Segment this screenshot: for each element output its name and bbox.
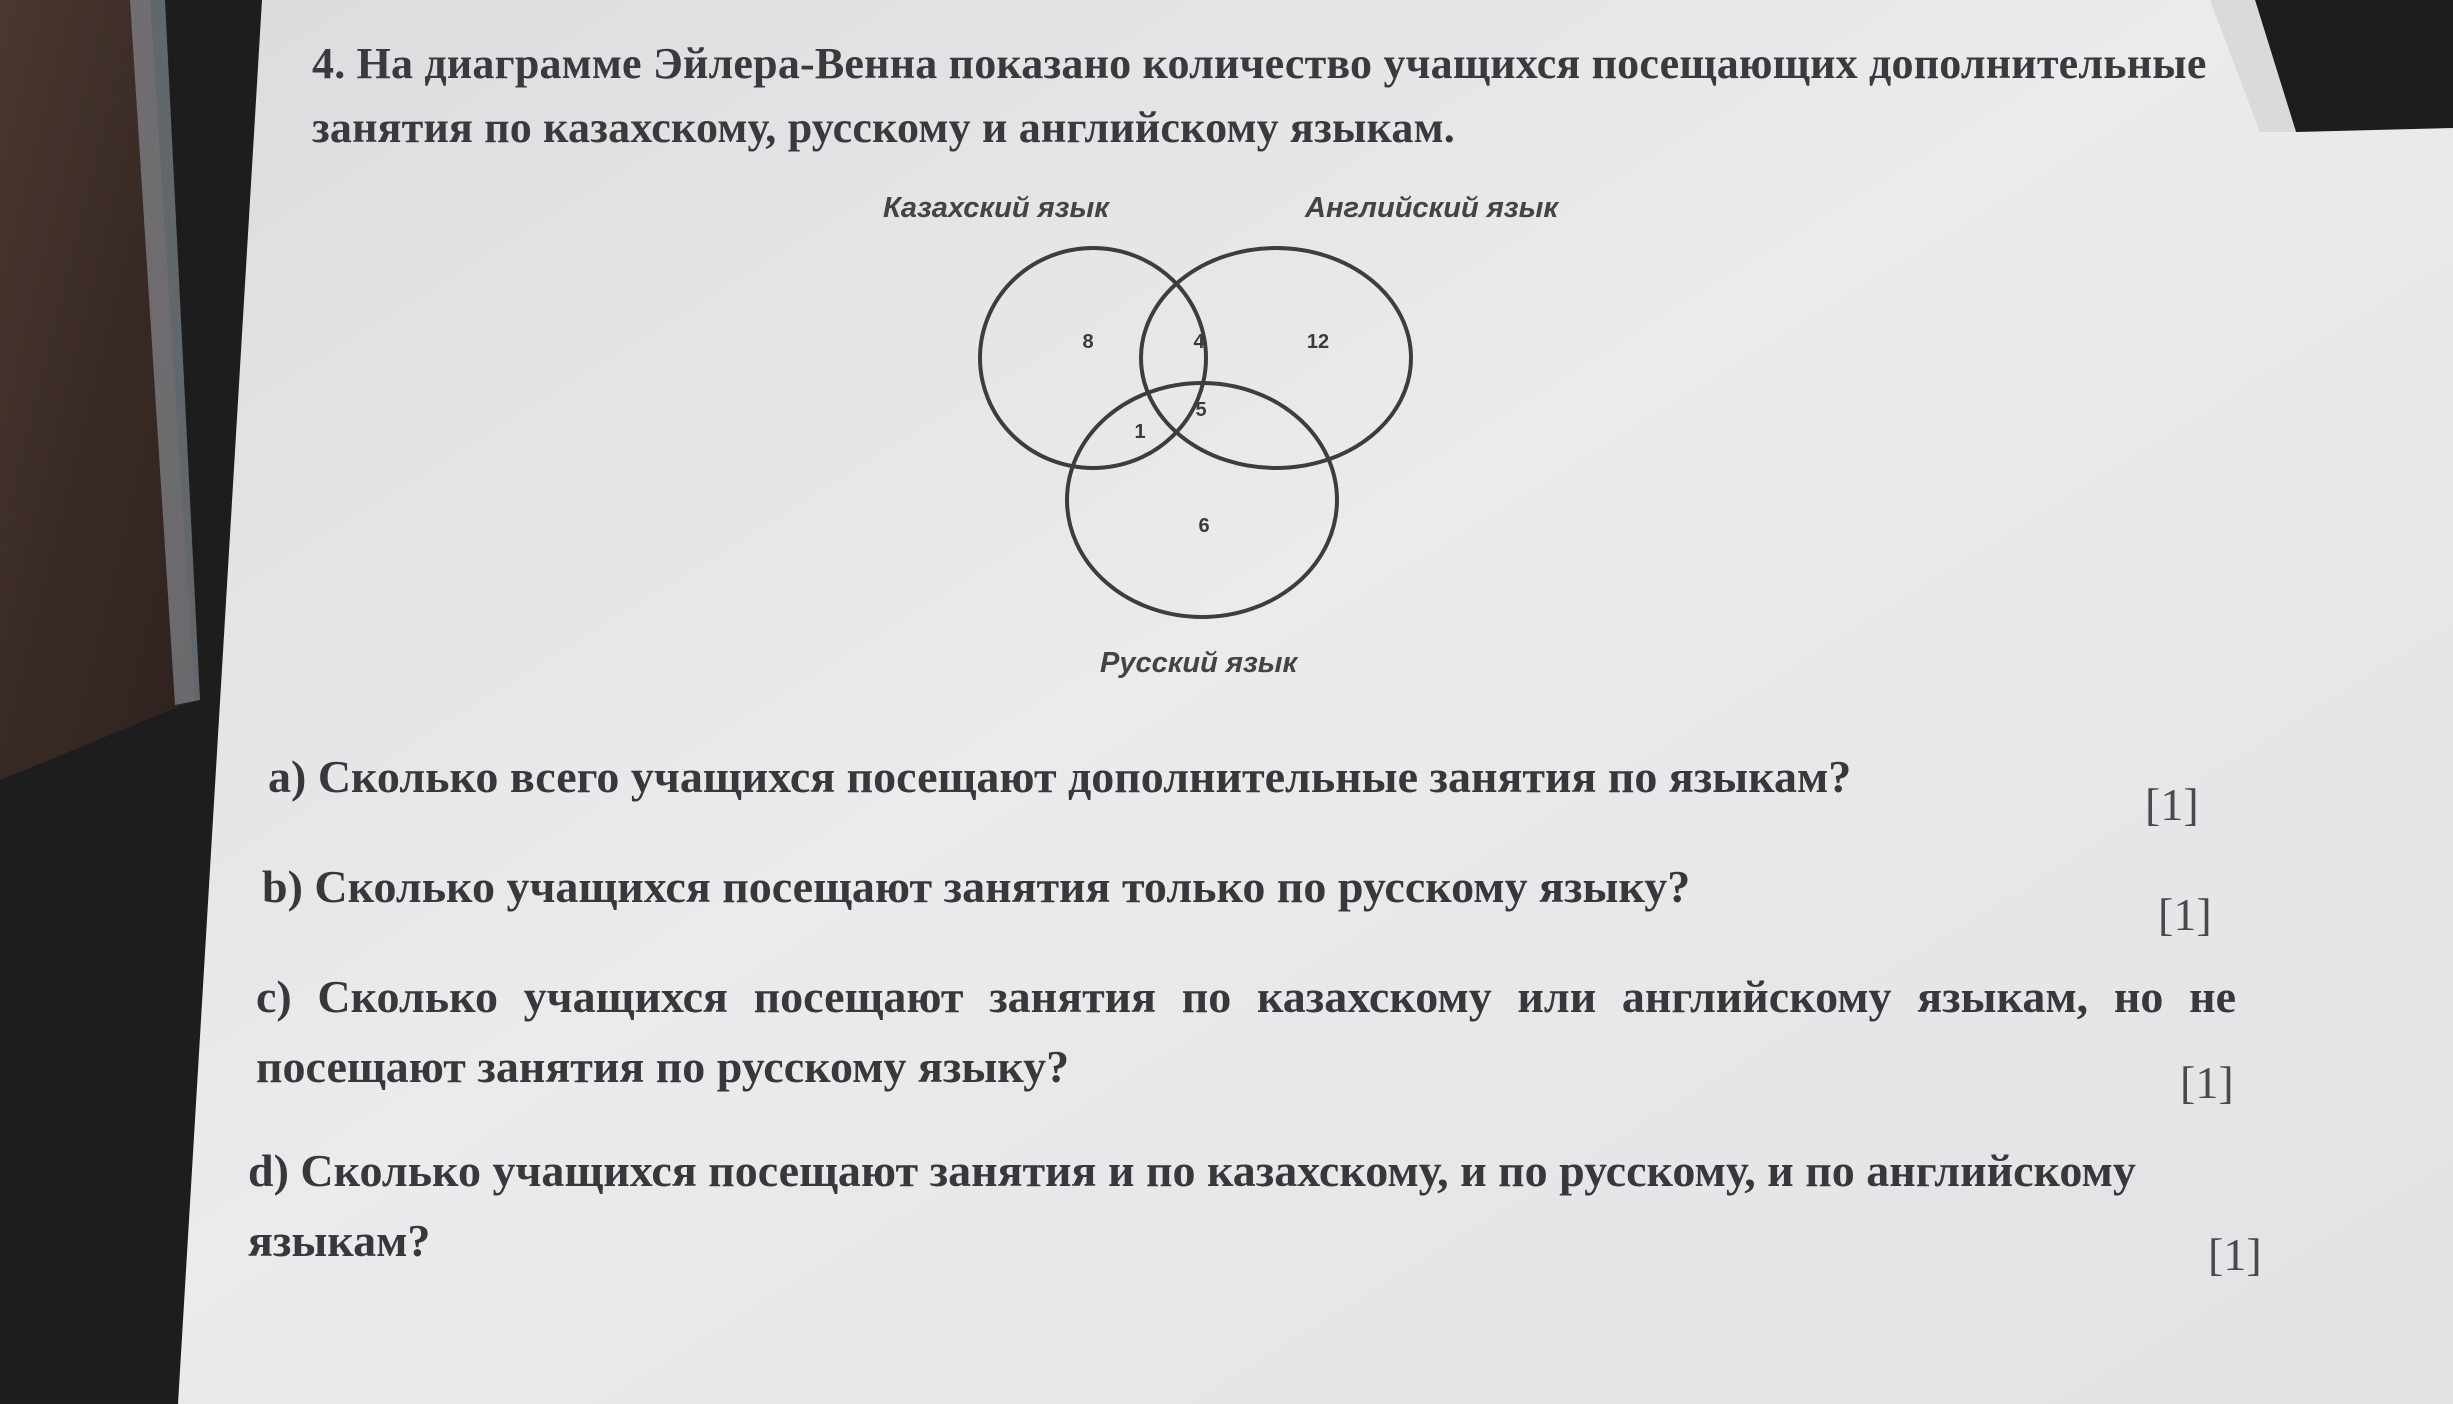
region-kazakh-english: 4	[1193, 331, 1205, 353]
question-c: c) Сколько учащихся посещают занятия по казахскому или английскому языкам, но не посещают занятия по русскому языку?	[256, 971, 2236, 1092]
question-b: b) Сколько учащихся посещают занятия только по русскому языку?	[262, 861, 1691, 912]
question-d: d) Сколько учащихся посещают занятия и по казахскому, и по русскому, и по английскому языкам?	[248, 1145, 2136, 1266]
region-kazakh-only: 8	[1082, 331, 1094, 353]
mark-c: [1]	[2180, 1057, 2234, 1108]
mark-b: [1]	[2158, 889, 2212, 940]
region-all-three: 5	[1195, 399, 1207, 421]
label-english: Английский язык	[1305, 192, 1559, 224]
region-russian-only: 6	[1198, 515, 1210, 537]
mark-a: [1]	[2145, 779, 2199, 830]
label-russian: Русский язык	[1100, 647, 1298, 679]
region-kazakh-russian: 1	[1134, 421, 1146, 443]
question-a: а) Сколько всего учащихся посещают дополнительные занятия по языкам?	[268, 751, 1852, 802]
mark-d: [1]	[2208, 1229, 2262, 1280]
region-english-only: 12	[1306, 331, 1330, 353]
circle-kazakh	[980, 248, 1206, 468]
circle-english	[1141, 248, 1411, 468]
task-heading: 4. На диаграмме Эйлера-Венна показано количество учащихся посещающих дополнительные занятия по казахскому, русскому и английскому языкам.	[312, 39, 2207, 152]
label-kazakh: Казахский язык	[883, 192, 1109, 224]
